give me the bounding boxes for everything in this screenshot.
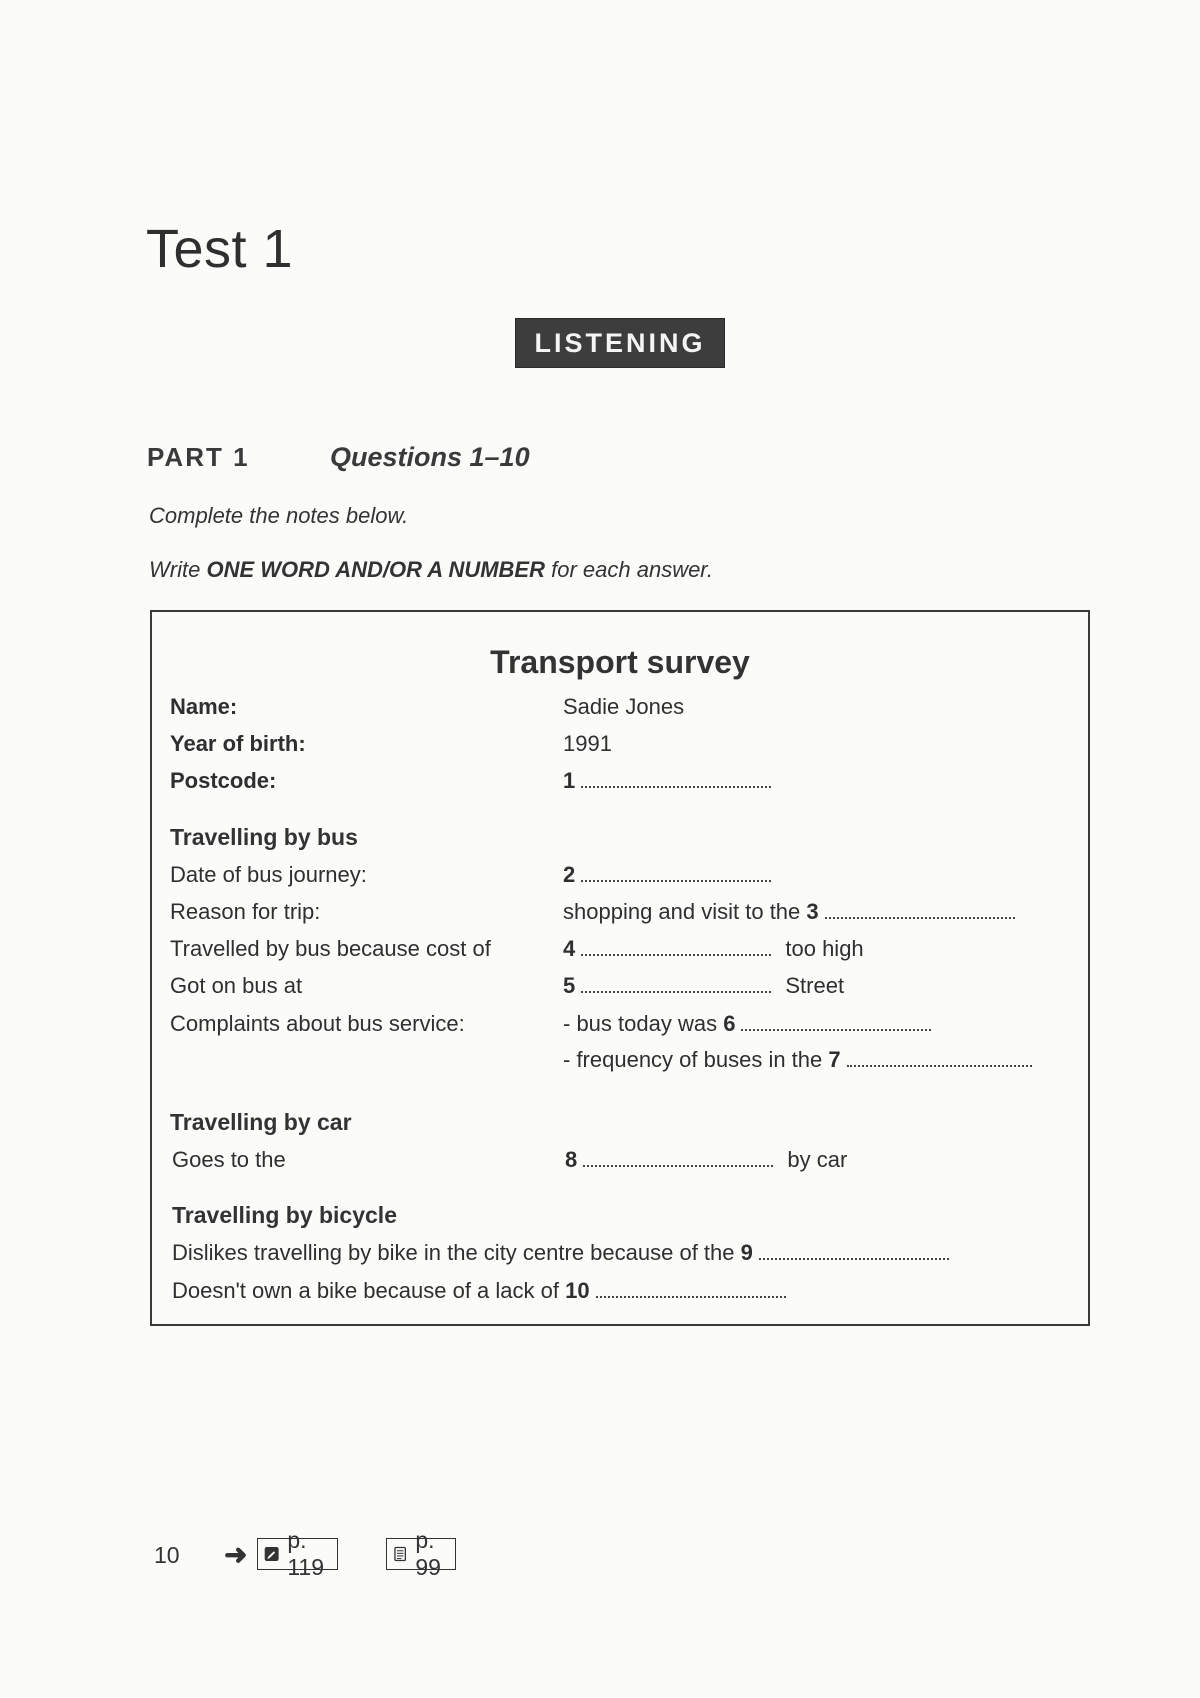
q1-number: 1 <box>563 768 576 793</box>
test-title: Test 1 <box>146 219 294 279</box>
reason-value: shopping and visit to the <box>563 899 801 924</box>
bike-heading: Travelling by bicycle <box>172 1202 397 1228</box>
notes-title: Transport survey <box>490 644 750 680</box>
yob-value: 1991 <box>563 731 612 756</box>
cost-label: Travelled by bus because cost of <box>170 936 491 961</box>
arrow-right-icon: ➜ <box>224 1539 248 1570</box>
q4-number: 4 <box>563 936 576 961</box>
q8-field[interactable] <box>565 1147 847 1173</box>
q7-field[interactable] <box>563 1047 1032 1073</box>
q5-number: 5 <box>563 973 576 998</box>
transcript-ref[interactable] <box>386 1527 456 1580</box>
goes-label: Goes to the <box>172 1147 286 1172</box>
instruction-write <box>149 557 713 583</box>
car-heading: Travelling by car <box>170 1109 352 1135</box>
q7-number: 7 <box>828 1047 841 1072</box>
q9-blank[interactable] <box>759 1240 949 1260</box>
q10-blank[interactable] <box>596 1278 786 1298</box>
q7-blank[interactable] <box>847 1047 1032 1067</box>
q1-blank[interactable] <box>581 768 771 788</box>
complaint1-text: - bus today was <box>563 1011 718 1036</box>
q2-field[interactable] <box>563 862 771 888</box>
q8-number: 8 <box>565 1147 578 1172</box>
answer-key-page: p. 119 <box>287 1527 324 1580</box>
q10-number: 10 <box>565 1278 590 1303</box>
q3-number: 3 <box>806 899 819 924</box>
date-label: Date of bus journey: <box>170 862 367 887</box>
pencil-icon <box>264 1543 279 1565</box>
complaint2-text: - frequency of buses in the <box>563 1047 823 1072</box>
notes-box <box>150 610 1090 1326</box>
bus-heading: Travelling by bus <box>170 824 358 850</box>
q9-field[interactable] <box>172 1240 949 1266</box>
q3-field[interactable] <box>563 899 1015 925</box>
dislikes-text: Dislikes travelling by bike in the city centre because of the <box>172 1240 735 1265</box>
q5-suffix: Street <box>785 973 845 998</box>
q4-blank[interactable] <box>581 936 771 956</box>
q3-blank[interactable] <box>825 899 1015 919</box>
instruction-complete: Complete the notes below. <box>149 503 409 528</box>
q5-blank[interactable] <box>581 973 771 993</box>
complaints-label: Complaints about bus service: <box>170 1011 465 1036</box>
goton-label: Got on bus at <box>170 973 303 998</box>
yob-label: Year of birth: <box>170 731 306 756</box>
name-label: Name: <box>170 694 238 719</box>
document-icon <box>393 1543 407 1565</box>
instruction-write-pre: Write <box>149 557 207 582</box>
q6-blank[interactable] <box>741 1011 931 1031</box>
q1-field[interactable] <box>563 768 771 794</box>
part-heading: PART 1 <box>147 442 250 472</box>
q2-number: 2 <box>563 862 576 887</box>
q8-suffix: by car <box>787 1147 848 1172</box>
questions-heading: Questions 1–10 <box>330 442 530 472</box>
section-badge: LISTENING <box>515 318 725 368</box>
page-number: 10 <box>154 1542 180 1568</box>
noown-text: Doesn't own a bike because of a lack of <box>172 1278 559 1303</box>
name-value: Sadie Jones <box>563 694 685 719</box>
instruction-write-bold: ONE WORD AND/OR A NUMBER <box>206 557 545 582</box>
transcript-page: p. 99 <box>415 1527 441 1580</box>
reason-label: Reason for trip: <box>170 899 321 924</box>
q10-field[interactable] <box>172 1278 786 1304</box>
q6-field[interactable] <box>563 1011 931 1037</box>
q2-blank[interactable] <box>581 862 771 882</box>
q8-blank[interactable] <box>583 1147 773 1167</box>
q6-number: 6 <box>723 1011 736 1036</box>
instruction-write-post: for each answer. <box>545 557 713 582</box>
postcode-label: Postcode: <box>170 768 277 793</box>
q4-field[interactable] <box>563 936 864 962</box>
q4-suffix: too high <box>785 936 864 961</box>
q9-number: 9 <box>740 1240 753 1265</box>
q5-field[interactable] <box>563 973 844 999</box>
answer-key-ref[interactable] <box>257 1527 338 1580</box>
